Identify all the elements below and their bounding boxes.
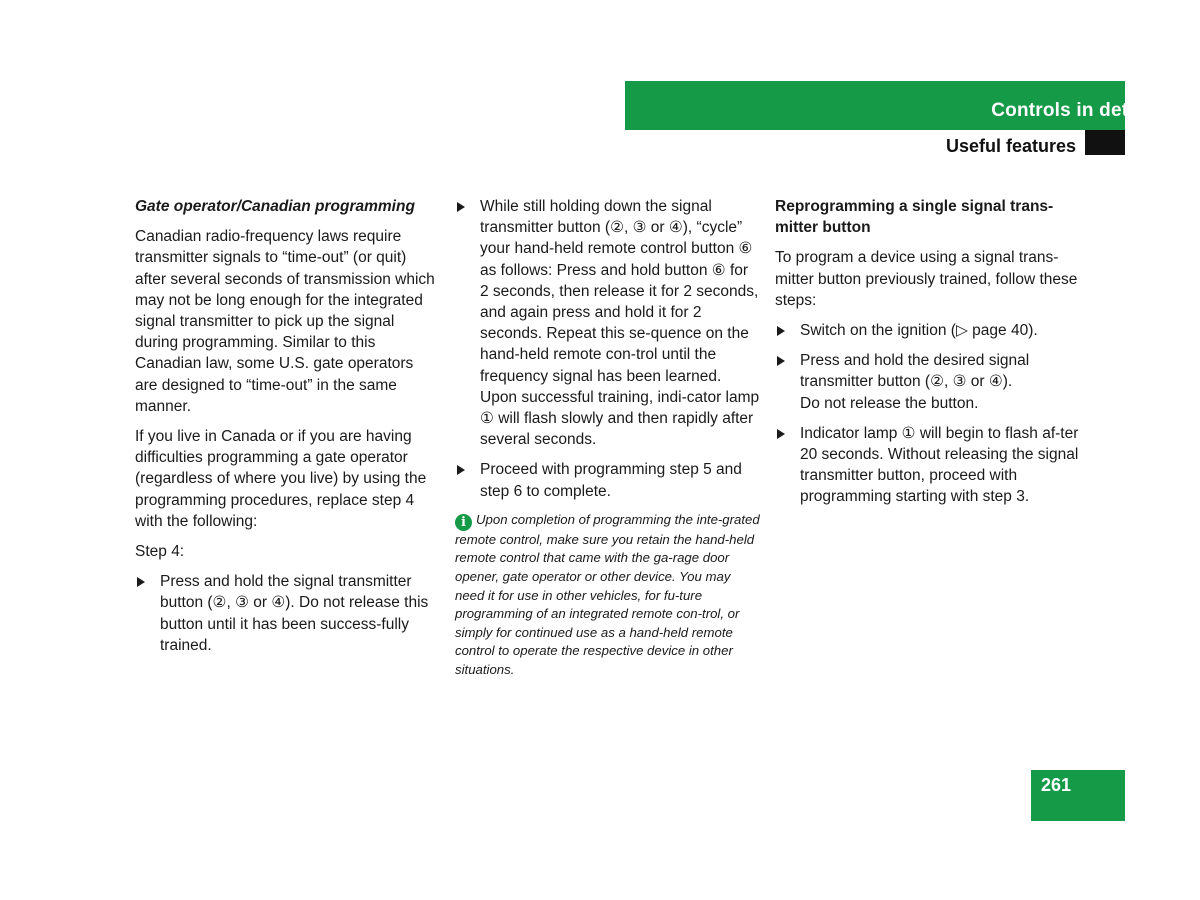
step-label: Step 4: — [135, 543, 185, 561]
heading-reprogramming: Reprogramming a single signal trans-mitter button — [775, 198, 1054, 237]
bullet-arrow-icon — [777, 429, 785, 439]
header-marker-block — [1085, 130, 1125, 155]
heading-gate-operator: Gate operator/Canadian programming — [135, 198, 415, 215]
bullet-text: Indicator lamp ① will begin to flash af-ter 20 seconds. Without releasing the signal transmitter button, proceed with programming starting with step 3. — [800, 424, 1079, 506]
bullet-text: Proceed with programming step 5 and step 6 to complete. — [480, 461, 742, 500]
page-number: 261 — [1040, 775, 1072, 795]
bullet-item — [455, 196, 760, 450]
note-text: Upon completion of programming the inte-grated remote control, make sure you retain the hand-held remote control that came with the ga-rage door opener, gate operator or other device. You may need it for use in other vehicles, for fu-ture programming of an integrated remote con-trol, or simply for continued use as a hand-held remote control to operate the respective device in other situations. — [455, 511, 760, 677]
info-note — [455, 511, 760, 680]
bullet-item — [775, 423, 1080, 508]
bullet-text: Do not release the button. — [800, 394, 979, 412]
bullet-text: Switch on the ignition (▷ page 40). — [800, 322, 1038, 340]
paragraph: To program a device using a signal trans-mitter button previously trained, follow these steps: — [775, 249, 1078, 309]
bullet-item — [455, 459, 760, 501]
bullet-arrow-icon — [457, 465, 465, 475]
paragraph: Canadian radio-frequency laws require transmitter signals to “time-out” (or quit) after several seconds of transmission which may not be long enough for the integrated signal transmitter to pick up the signal during programming. Similar to this Canadian law, some U.S. gate operators are designed to “time-out” in the same manner. — [135, 228, 435, 415]
bullet-text: While still holding down the signal transmitter button (②, ③ or ④), “cycle” your hand-held remote control button ⑥ as follows: Press and hold button ⑥ for 2 seconds, then release it for 2 seconds, and again press and hold it for 2 seconds. Repeat this se-quence on the hand-held remote con-trol until the frequency signal has been learned. Upon successful training, indi-cator lamp ① will flash slowly and then rapidly after several seconds. — [480, 198, 760, 449]
bullet-item — [775, 320, 1080, 341]
bullet-item — [135, 571, 435, 656]
bullet-text: Press and hold the signal transmitter button (②, ③ or ④). Do not release this button until it has been success-fully trained. — [160, 573, 429, 654]
section-title: Controls in detail — [991, 100, 1150, 121]
bullet-item — [775, 350, 1080, 414]
section-subtitle: Useful features — [945, 136, 1076, 156]
bullet-arrow-icon — [777, 356, 785, 366]
column-left — [135, 196, 435, 665]
bullet-arrow-icon — [137, 577, 145, 587]
column-middle — [455, 196, 760, 680]
column-right — [775, 196, 1080, 517]
bullet-arrow-icon — [777, 326, 785, 336]
bullet-text: Press and hold the desired signal transmitter button (②, ③ or ④). — [800, 352, 1030, 391]
paragraph: If you live in Canada or if you are having difficulties programming a gate operator (regardless of where you live) by using the programming procedures, replace step 4 with the following: — [135, 428, 427, 530]
bullet-arrow-icon — [457, 202, 465, 212]
info-icon: i — [455, 514, 472, 531]
